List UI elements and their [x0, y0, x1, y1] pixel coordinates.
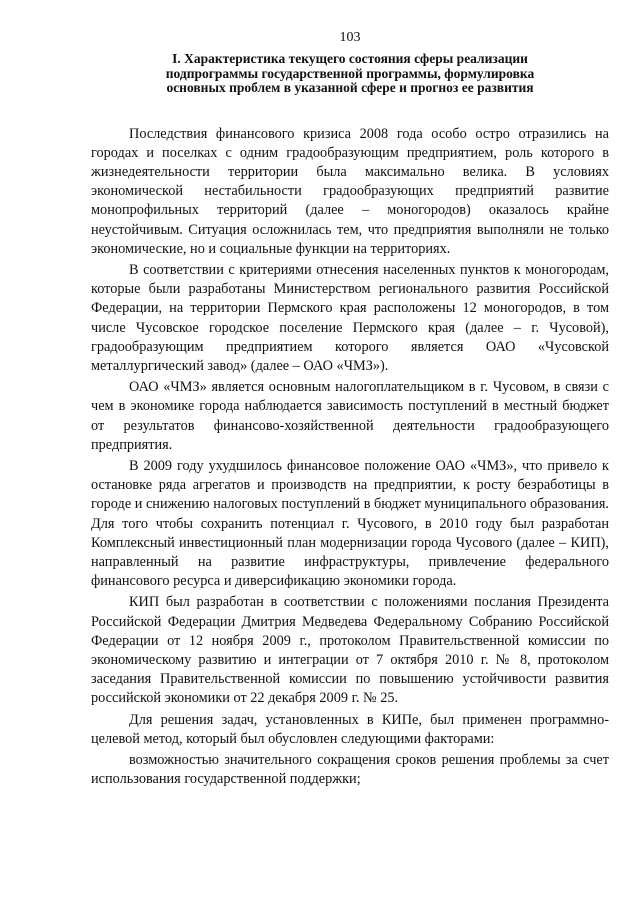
section-title-line: I. Характеристика текущего состояния сферы реализации [172, 51, 528, 66]
paragraph-kip-basis: КИП был разработан в соответствии с положениями послания Президента Российской Федерации Дмитрия Медведева Федеральному Собранию Российской Федерации от 12 ноября 2009 г., протоколом Правительственной комиссии по экономическому развитию и интеграции от 7 октября 2010 г. № 8, протоколом заседания Правительственной комиссии по повышению устойчивости развития российской экономики от 22 декабря 2009 г. № 25. [91, 594, 609, 707]
section-title [91, 52, 609, 96]
section-title-line: подпрограммы государственной программы, формулировка [165, 65, 535, 81]
section-title-line: основных проблем в указанной сфере и прогноз ее развития [166, 80, 534, 95]
paragraph-program-method: Для решения задач, установленных в КИПе, был применен программно-целевой метод, который был обусловлен следующими факторами: [91, 711, 609, 747]
paragraph-factor-state-support: возможностью значительного сокращения сроков решения проблемы за счет использования государственной поддержки; [91, 752, 609, 788]
body-text [91, 125, 609, 790]
paragraph-main-taxpayer: ОАО «ЧМЗ» является основным налогоплательщиком в г. Чусовом, в связи с чем в экономике города наблюдается зависимость поступлений в местный бюджет от результатов финансово-хозяйственной деятельности градообразующего предприятия. [91, 379, 609, 453]
paragraph-monotown-criteria: В соответствии с критериями отнесения населенных пунктов к моногородам, которые были разработаны Министерством регионального развития Российской Федерации, на территории Пермского края расположены 12 моногородов, в том числе Чусовское городское поселение Пермского края (далее – г. Чусовой), градообразующим предприятием которого является ОАО «Чусовской металлургический завод» (далее – ОАО «ЧМЗ»). [91, 261, 609, 374]
page-number: 103 [339, 30, 361, 45]
paragraph-crisis-consequences: Последствия финансового кризиса 2008 года особо остро отразились на городах и поселках с одним градообразующим предприятием, роль которого в жизнедеятельности территории была максимально велика. В условиях экономической нестабильности градообразующих предприятий развитие монопрофильных территорий (далее – моногородов) оказалось крайне неустойчивым. Ситуация осложнилась тем, что предприятия выполняли не только экономические, но и социальные функции на территориях. [91, 125, 609, 257]
paragraph-2009-situation: В 2009 году ухудшилось финансовое положение ОАО «ЧМЗ», что привело к остановке ряда агрегатов и производств на предприятии, к росту безработицы в городе и снижению налоговых поступлений в бюджет муниципального образования. Для того чтобы сохранить потенциал г. Чусового, в 2010 году был разработан Комплексный инвестиционный план модернизации города Чусового (далее – КИП), направленный на развитие инфраструктуры, привлечение федерального финансового ресурса и диверсификацию экономики города. [91, 457, 609, 590]
